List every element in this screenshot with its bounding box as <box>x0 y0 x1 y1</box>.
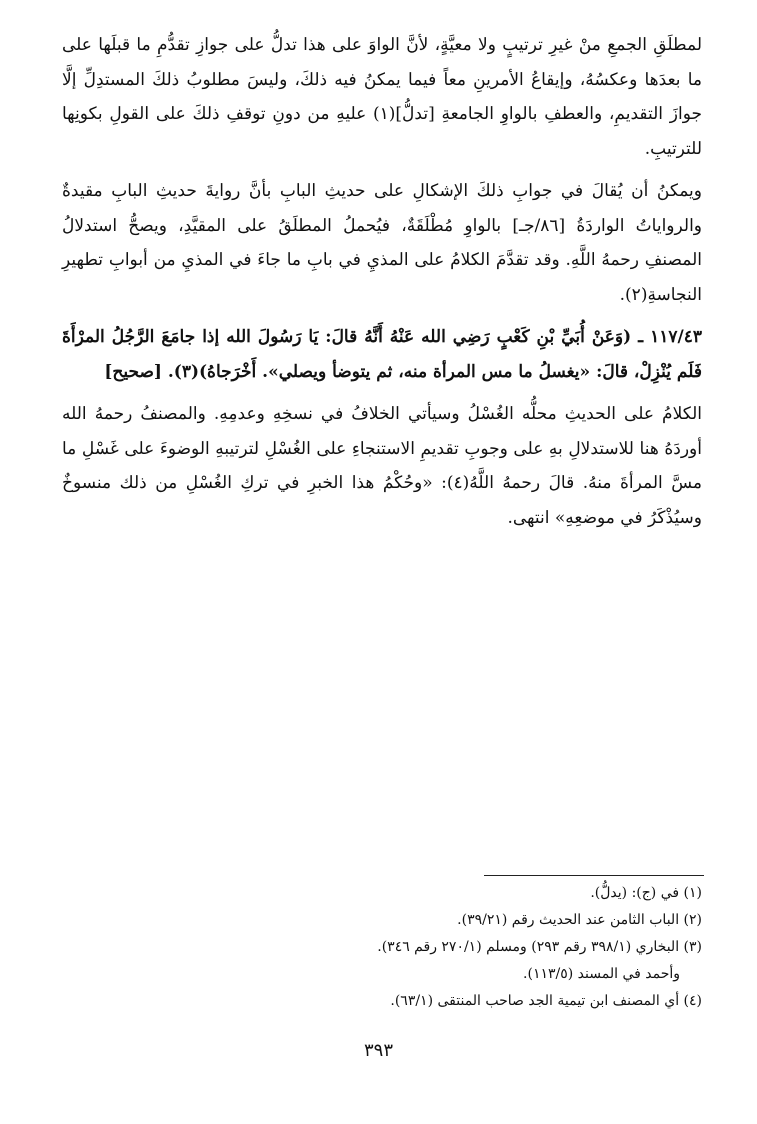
page-number: ٣٩٣ <box>363 1040 393 1061</box>
hadith-paragraph: ١١٧/٤٣ ـ (وَعَنْ أُبَيِّ بْنِ كَعْبٍ رَضِي الله عَنْهُ أَنَّهُ قالَ: يَا رَسُولَ الله إذا جامَعَ الرَّجُلُ المرْأَةَ فَلَم يُنْزِلْ، قالَ: «يغسلُ ما مس المرأة منه، ثم يتوضأ ويصلي». أَخْرَجاهُ)(٣). [صحيح] <box>62 327 702 382</box>
paragraph-2: ويمكنُ أن يُقالَ في جوابِ ذلكَ الإشكالِ على حديثِ البابِ بأنَّ روايةَ حديثِ البابِ مقيدةٌ والرواياتُ الواردَةُ [٨٦/جـ] بالواوِ مُطْلَقَةٌ، فيُحملُ المطلَقُ على المقيَّدِ، ويصحُّ استدلالُ المصنفِ رحمهُ اللَّهِ. وقد تقدَّمَ الكلامُ على المذيِ في بابِ ما جاءَ في المذيِ من أبوابِ تطهيرِ النجاسةِ(٢). <box>62 181 703 305</box>
footnotes <box>62 880 702 1015</box>
paragraph-1: لمطلَقِ الجمعِ منْ غيرِ ترتيبٍ ولا معيَّةٍ، لأنَّ الواوَ على هذا تدلُّ على جوازِ تقدُّمِ ما قبلَها على ما بعدَها وعكسُهُ، وإيقاعُ الأمرينِ معاً فيما يمكنُ فيه ذلكَ، وليسَ مطلوبُ ذلكَ المستدِلِّ إلَّا جوازَ التقديمِ، والعطفِ بالواوِ الجامعةِ [تدلُّ](١) عليهِ من دونِ توقفِ ذلكَ على القولِ بكونِها للترتيبِ. <box>62 35 702 159</box>
footnote-separator <box>484 875 704 876</box>
footnote-2: (٢) الباب الثامن عند الحديث رقم (٣٩/٢١). <box>457 912 702 928</box>
main-text <box>62 28 702 535</box>
footnote-3-continuation: وأحمد في المسند (١١٣/٥). <box>523 966 680 982</box>
footnote-3: (٣) البخاري (٣٩٨/١ رقم ٢٩٣) ومسلم (٢٧٠/١ رقم ٣٤٦). <box>377 939 702 955</box>
footnote-4: (٤) أي المصنف ابن تيمية الجد صاحب المنتقى (٦٣/١). <box>390 993 702 1009</box>
footnote-1: (١) في (ج): (يدلُّ). <box>590 885 702 901</box>
paragraph-4: الكلامُ على الحديثِ محلُّه الغُسْلُ وسيأتي الخلافُ في نسخِهِ وعدمِهِ. والمصنفُ رحمهُ الله أوردَهُ هنا للاستدلالِ بهِ على وجوبِ تقديمِ الاستنجاءِ على الغُسْلِ لترتيبهِ الوضوءَ على غَسْلِ ما مسَّ المرأةَ منهُ. قالَ رحمهُ اللَّهُ(٤): «وحُكْمُ هذا الخبرِ في تركِ الغُسْلِ من ذلك منسوخٌ وسيُذْكَرُ في موضعِهِ» انتهى. <box>62 404 702 528</box>
